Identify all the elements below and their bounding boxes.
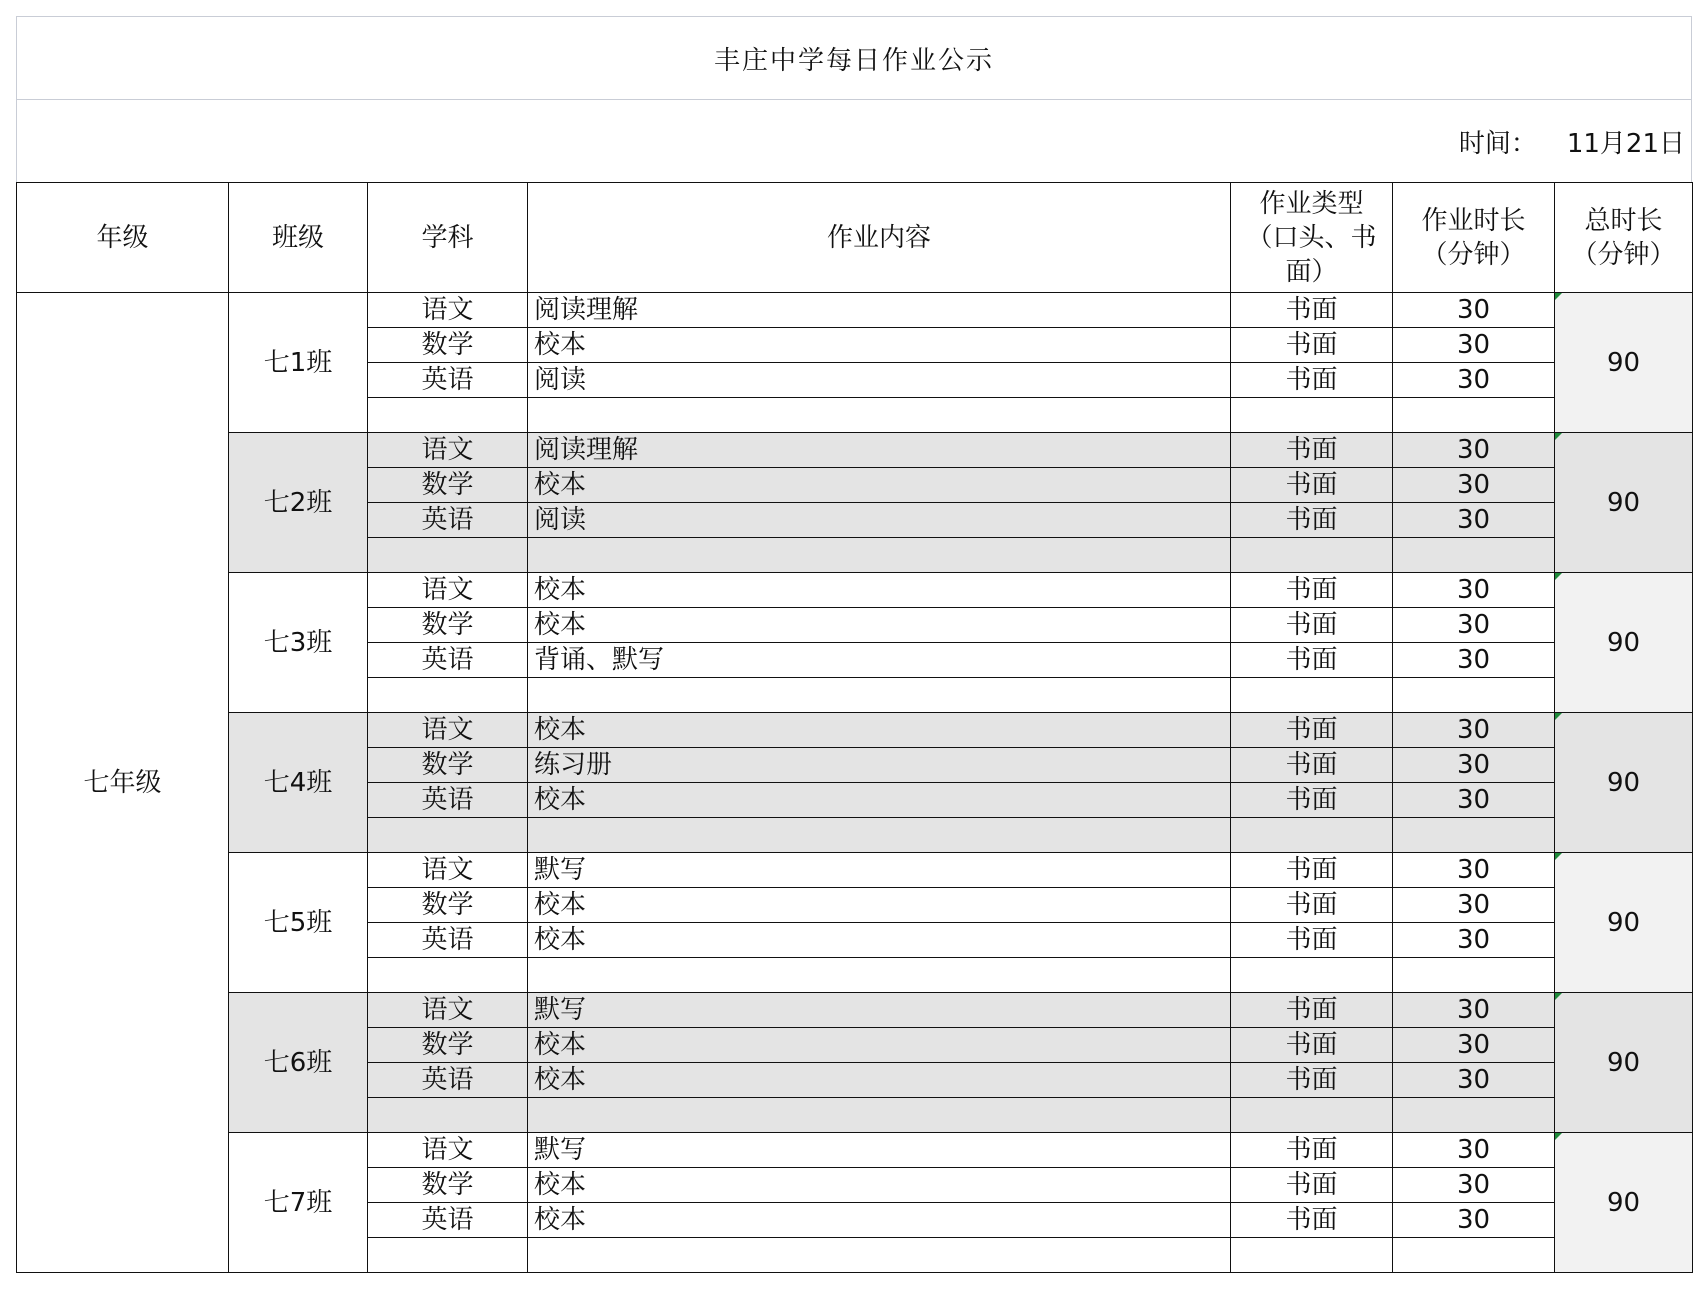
duration-cell: 30 [1393, 853, 1555, 888]
subject-cell [368, 958, 528, 993]
total-cell: 90 [1555, 1133, 1693, 1273]
content-cell: 背诵、默写 [528, 643, 1231, 678]
type-cell: 书面 [1231, 433, 1393, 468]
subject-cell: 英语 [368, 923, 528, 958]
type-cell [1231, 958, 1393, 993]
grade-cell: 七年级 [17, 293, 229, 1273]
total-cell: 90 [1555, 293, 1693, 433]
type-cell: 书面 [1231, 713, 1393, 748]
type-cell: 书面 [1231, 748, 1393, 783]
subject-cell: 英语 [368, 503, 528, 538]
header-row [17, 183, 1693, 293]
type-cell: 书面 [1231, 363, 1393, 398]
content-cell [528, 958, 1231, 993]
type-cell [1231, 1098, 1393, 1133]
type-cell: 书面 [1231, 1028, 1393, 1063]
duration-cell: 30 [1393, 783, 1555, 818]
content-cell: 默写 [528, 993, 1231, 1028]
subject-cell: 英语 [368, 783, 528, 818]
date-value: 11月21日 [1566, 128, 1685, 159]
sheet-title: 丰庄中学每日作业公示 [713, 45, 994, 76]
content-cell: 校本 [528, 1063, 1231, 1098]
duration-cell: 30 [1393, 608, 1555, 643]
content-cell [528, 1098, 1231, 1133]
table-row [17, 293, 1693, 328]
table-row [17, 713, 1693, 748]
subject-cell [368, 1098, 528, 1133]
date-label: 时间： [1458, 128, 1537, 159]
content-cell: 校本 [528, 888, 1231, 923]
subject-cell [368, 398, 528, 433]
table-row [17, 853, 1693, 888]
content-cell: 校本 [528, 783, 1231, 818]
content-cell: 阅读 [528, 363, 1231, 398]
content-cell [528, 678, 1231, 713]
subject-cell: 数学 [368, 888, 528, 923]
date-row [16, 100, 1692, 182]
type-cell: 书面 [1231, 783, 1393, 818]
type-cell [1231, 398, 1393, 433]
content-cell: 阅读理解 [528, 293, 1231, 328]
type-cell: 书面 [1231, 1133, 1393, 1168]
content-cell [528, 818, 1231, 853]
duration-cell: 30 [1393, 328, 1555, 363]
duration-cell [1393, 958, 1555, 993]
type-cell: 书面 [1231, 993, 1393, 1028]
content-cell: 校本 [528, 713, 1231, 748]
type-cell [1231, 678, 1393, 713]
header-subject: 学科 [368, 183, 528, 293]
type-cell: 书面 [1231, 643, 1393, 678]
header-grade: 年级 [17, 183, 229, 293]
content-cell: 校本 [528, 1168, 1231, 1203]
header-type-label: 作业类型（口头、书面） [1246, 188, 1377, 287]
duration-cell [1393, 1098, 1555, 1133]
duration-cell: 30 [1393, 503, 1555, 538]
type-cell: 书面 [1231, 1203, 1393, 1238]
class-cell: 七7班 [229, 1133, 368, 1273]
duration-cell: 30 [1393, 713, 1555, 748]
class-cell: 七6班 [229, 993, 368, 1133]
content-cell [528, 398, 1231, 433]
subject-cell [368, 1238, 528, 1273]
type-cell [1231, 1238, 1393, 1273]
subject-cell: 数学 [368, 1028, 528, 1063]
class-cell: 七4班 [229, 713, 368, 853]
duration-cell [1393, 818, 1555, 853]
content-cell: 校本 [528, 1028, 1231, 1063]
subject-cell [368, 538, 528, 573]
subject-cell: 英语 [368, 1203, 528, 1238]
table-row [17, 993, 1693, 1028]
duration-cell: 30 [1393, 923, 1555, 958]
duration-cell: 30 [1393, 468, 1555, 503]
content-cell: 默写 [528, 853, 1231, 888]
content-cell: 校本 [528, 328, 1231, 363]
total-cell: 90 [1555, 993, 1693, 1133]
duration-cell: 30 [1393, 433, 1555, 468]
subject-cell: 数学 [368, 748, 528, 783]
header-total [1555, 183, 1693, 293]
duration-cell: 30 [1393, 1133, 1555, 1168]
subject-cell: 数学 [368, 328, 528, 363]
duration-cell [1393, 538, 1555, 573]
content-cell: 校本 [528, 1203, 1231, 1238]
type-cell: 书面 [1231, 1168, 1393, 1203]
duration-cell: 30 [1393, 993, 1555, 1028]
content-cell: 校本 [528, 923, 1231, 958]
subject-cell: 英语 [368, 643, 528, 678]
content-cell [528, 1238, 1231, 1273]
subject-cell: 数学 [368, 608, 528, 643]
duration-cell: 30 [1393, 888, 1555, 923]
homework-sheet [16, 16, 1692, 1273]
duration-cell: 30 [1393, 1168, 1555, 1203]
duration-cell [1393, 678, 1555, 713]
subject-cell: 语文 [368, 853, 528, 888]
duration-cell: 30 [1393, 748, 1555, 783]
subject-cell [368, 818, 528, 853]
header-duration-label: 作业时长（分钟） [1421, 205, 1526, 270]
subject-cell: 语文 [368, 1133, 528, 1168]
content-cell: 默写 [528, 1133, 1231, 1168]
duration-cell: 30 [1393, 1203, 1555, 1238]
homework-table [16, 182, 1693, 1273]
type-cell: 书面 [1231, 573, 1393, 608]
type-cell: 书面 [1231, 1063, 1393, 1098]
duration-cell: 30 [1393, 1063, 1555, 1098]
subject-cell: 语文 [368, 293, 528, 328]
type-cell [1231, 818, 1393, 853]
class-cell: 七5班 [229, 853, 368, 993]
content-cell: 练习册 [528, 748, 1231, 783]
type-cell: 书面 [1231, 328, 1393, 363]
subject-cell: 英语 [368, 1063, 528, 1098]
header-type [1231, 183, 1393, 293]
duration-cell: 30 [1393, 643, 1555, 678]
type-cell: 书面 [1231, 608, 1393, 643]
subject-cell: 语文 [368, 993, 528, 1028]
content-cell: 校本 [528, 468, 1231, 503]
duration-cell: 30 [1393, 363, 1555, 398]
header-class: 班级 [229, 183, 368, 293]
table-row [17, 1133, 1693, 1168]
type-cell [1231, 538, 1393, 573]
duration-cell: 30 [1393, 293, 1555, 328]
subject-cell: 英语 [368, 363, 528, 398]
content-cell: 阅读理解 [528, 433, 1231, 468]
total-cell: 90 [1555, 853, 1693, 993]
duration-cell: 30 [1393, 573, 1555, 608]
content-cell [528, 538, 1231, 573]
subject-cell: 语文 [368, 433, 528, 468]
total-cell: 90 [1555, 713, 1693, 853]
total-cell: 90 [1555, 433, 1693, 573]
class-cell: 七2班 [229, 433, 368, 573]
header-total-label: 总时长（分钟） [1571, 205, 1676, 270]
sheet-title-row [16, 16, 1692, 100]
table-body [17, 293, 1693, 1273]
duration-cell [1393, 398, 1555, 433]
subject-cell: 数学 [368, 468, 528, 503]
duration-cell: 30 [1393, 1028, 1555, 1063]
type-cell: 书面 [1231, 468, 1393, 503]
type-cell: 书面 [1231, 888, 1393, 923]
table-row [17, 573, 1693, 608]
header-content: 作业内容 [528, 183, 1231, 293]
type-cell: 书面 [1231, 853, 1393, 888]
table-row [17, 433, 1693, 468]
total-cell: 90 [1555, 573, 1693, 713]
content-cell: 校本 [528, 573, 1231, 608]
header-duration [1393, 183, 1555, 293]
type-cell: 书面 [1231, 503, 1393, 538]
subject-cell: 语文 [368, 713, 528, 748]
subject-cell: 语文 [368, 573, 528, 608]
class-cell: 七1班 [229, 293, 368, 433]
subject-cell [368, 678, 528, 713]
content-cell: 阅读 [528, 503, 1231, 538]
type-cell: 书面 [1231, 923, 1393, 958]
type-cell: 书面 [1231, 293, 1393, 328]
content-cell: 校本 [528, 608, 1231, 643]
duration-cell [1393, 1238, 1555, 1273]
class-cell: 七3班 [229, 573, 368, 713]
subject-cell: 数学 [368, 1168, 528, 1203]
